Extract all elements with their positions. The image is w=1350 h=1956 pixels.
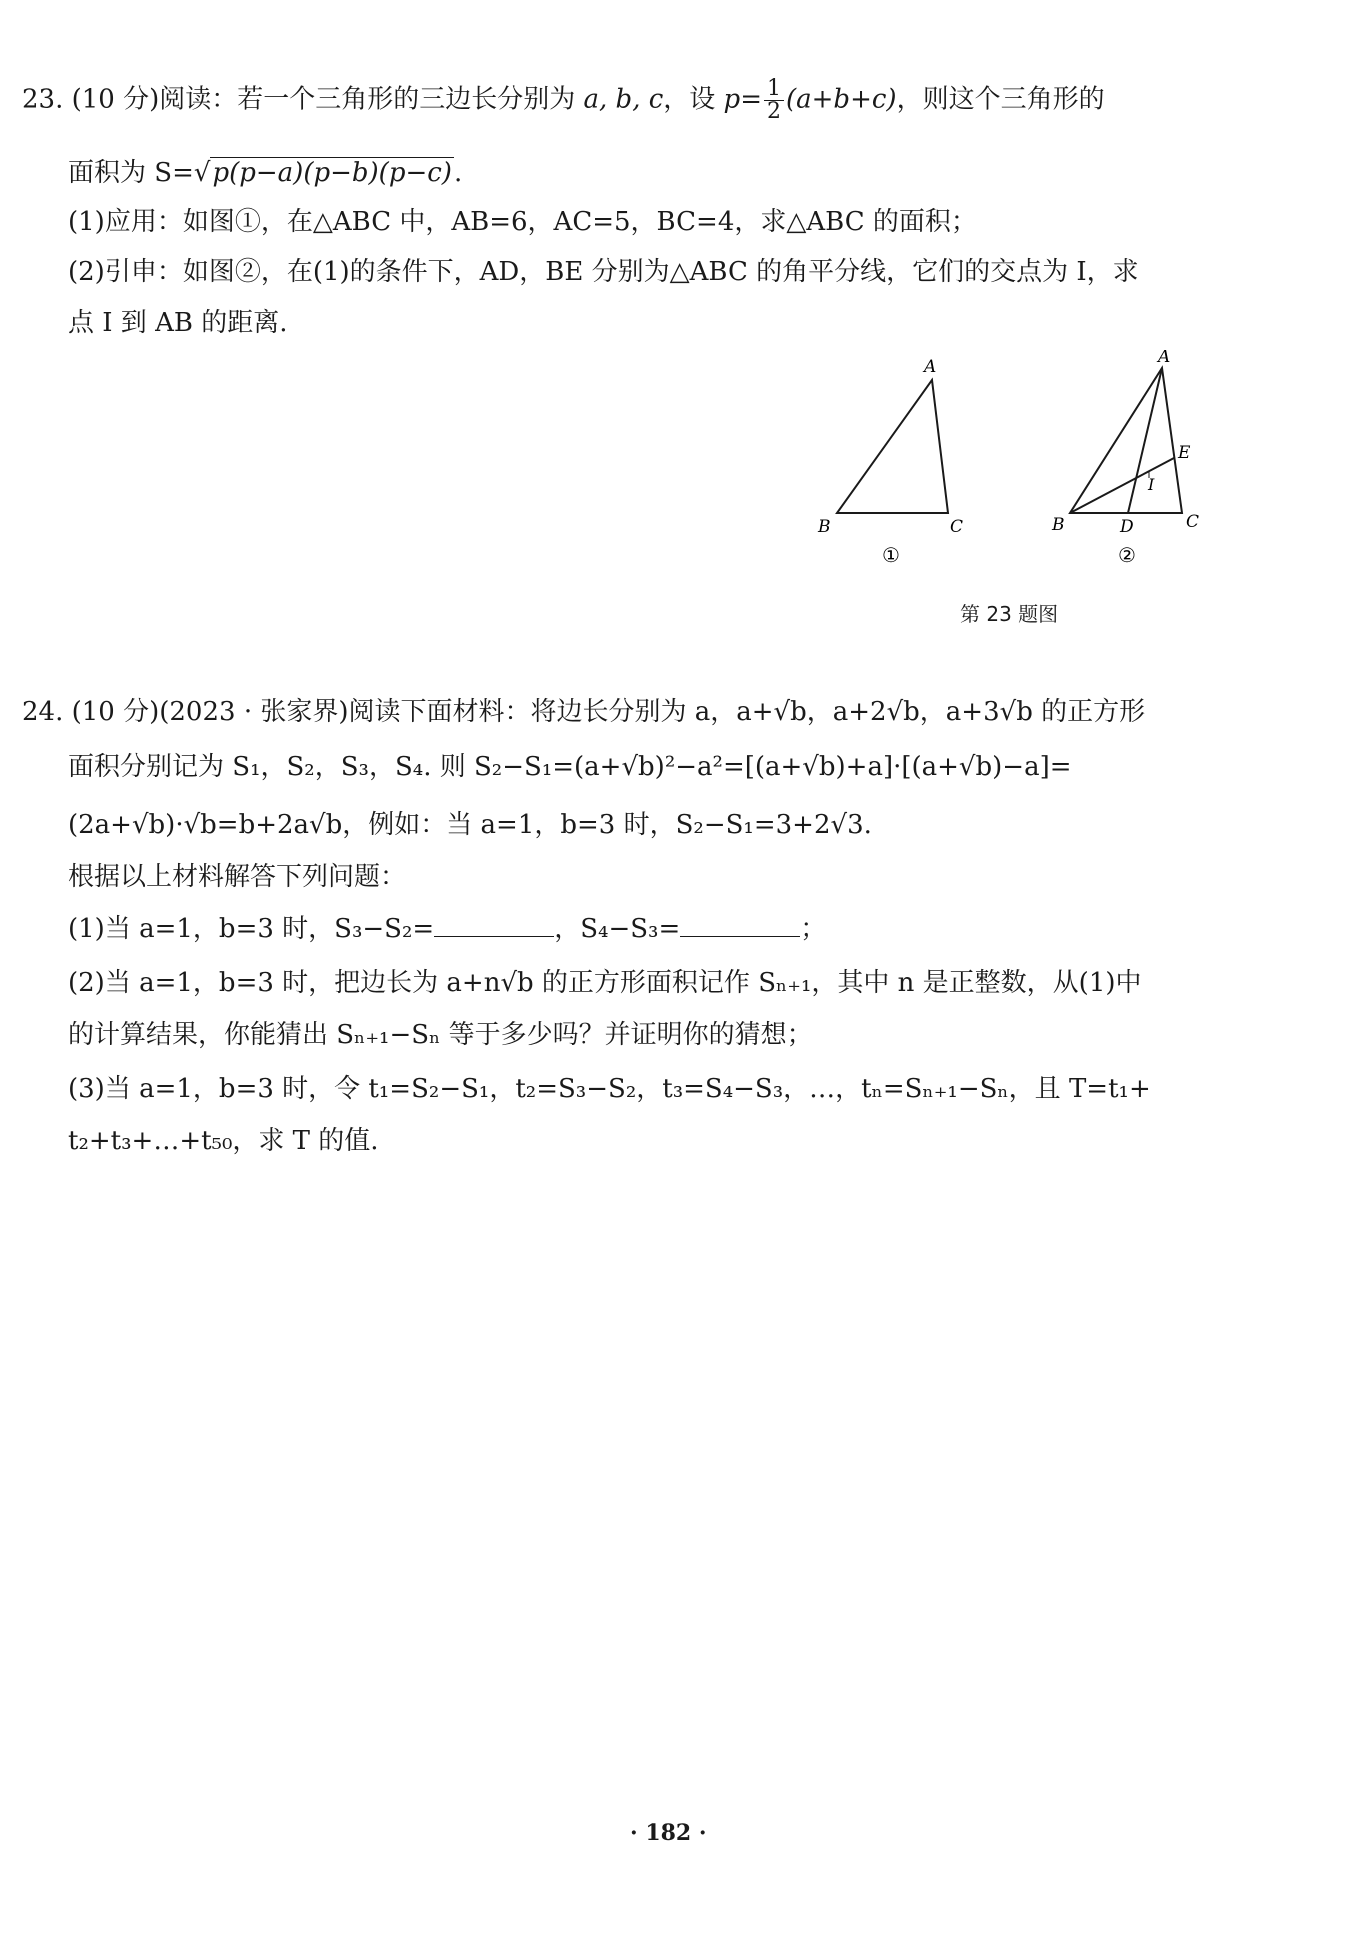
fig2-label-e: E: [1178, 443, 1191, 463]
q24-line1: 24. (10 分)(2023 · 张家界)阅读下面材料：将边长分别为 a，a+√b，a+2√b，a+3√b 的正方形: [22, 697, 1146, 727]
q23-figures: [800, 350, 1220, 580]
fig1-number: ①: [882, 543, 900, 567]
fig1-label-c: C: [950, 517, 964, 537]
bisector-ad: [1128, 368, 1162, 513]
q24-line3: (2a+√b)·√b=b+2a√b，例如：当 a=1，b=3 时，S₂−S₁=3+2√3.: [68, 810, 872, 840]
q24-part2-line1: (2)当 a=1，b=3 时，把边长为 a+n√b 的正方形面积记作 Sₙ₊₁，其中 n 是正整数，从(1)中: [68, 968, 1142, 998]
q24-part1-text-c: ；: [800, 914, 827, 944]
triangle-abc-fig1: [837, 380, 948, 513]
q23-vars: a, b, c: [583, 84, 664, 115]
fig2-label-c: C: [1186, 512, 1200, 532]
figure-caption: 第 23 题图: [960, 602, 1059, 626]
q23-heron-expression: p(p−a)(p−b)(p−c): [212, 158, 452, 188]
frac-numerator: 1: [764, 78, 784, 101]
fig1-label-a: A: [924, 357, 937, 377]
q23-part2-line1: (2)引申：如图②，在(1)的条件下，AD，BE 分别为△ABC 的角平分线，它们的交点为 I，求: [68, 257, 1139, 287]
q24-part2-line2: 的计算结果，你能猜出 Sₙ₊₁−Sₙ 等于多少吗？并证明你的猜想；: [68, 1020, 813, 1050]
fig2-label-i: I: [1148, 475, 1155, 494]
q23-eq: =: [740, 84, 762, 115]
triangle-abc-fig2: [1070, 368, 1182, 513]
q24-part1-text-b: ，S₄−S₃=: [554, 914, 681, 944]
fig1-label-b: B: [818, 517, 831, 537]
fig2-label-a: A: [1158, 350, 1171, 367]
q24-line4: 根据以上材料解答下列问题：: [68, 862, 407, 892]
fig2-number: ②: [1118, 543, 1136, 567]
q23-part2-line2: 点 I 到 AB 的距离.: [68, 308, 288, 338]
q23-line1: [22, 78, 1105, 123]
q23-intro-text: 23. (10 分)阅读：若一个三角形的三边长分别为: [22, 84, 584, 115]
bisector-be: [1070, 458, 1174, 513]
q23-p: p: [723, 84, 741, 115]
sqrt-symbol: √: [193, 158, 211, 188]
answer-blank-2[interactable]: [680, 914, 800, 937]
q23-part1: (1)应用：如图①，在△ABC 中，AB=6，AC=5，BC=4，求△ABC 的面积；: [68, 207, 977, 237]
q23-sum: (a+b+c): [786, 84, 897, 115]
q23-suffix-text: ，则这个三角形的: [896, 84, 1105, 115]
fig2-label-b: B: [1052, 515, 1065, 535]
q24-part1: [68, 912, 826, 946]
q24-part1-text-a: (1)当 a=1，b=3 时，S₃−S₂=: [68, 914, 435, 944]
q24-line2: 面积分别记为 S₁，S₂，S₃，S₄. 则 S₂−S₁=(a+√b)²−a²=[(a+√b)+a]·[(a+√b)−a]=: [68, 752, 1072, 782]
q23-mid-text: ，设: [663, 84, 724, 115]
frac-denominator: 2: [767, 99, 781, 124]
q24-part3-line1: (3)当 a=1，b=3 时，令 t₁=S₂−S₁，t₂=S₃−S₂，t₃=S₄−S₃，…，tₙ=Sₙ₊₁−Sₙ，且 T=t₁+: [68, 1074, 1151, 1104]
q23-period: .: [453, 158, 463, 188]
answer-blank-1[interactable]: [434, 914, 554, 937]
page-number: · 182 ·: [630, 1820, 707, 1846]
q24-part3-line2: t₂+t₃+…+t₅₀，求 T 的值.: [68, 1126, 379, 1156]
q23-area-prefix: 面积为 S=: [68, 158, 194, 188]
q23-half-fraction: [764, 78, 784, 123]
fig2-label-d: D: [1120, 517, 1134, 537]
q23-line2: [68, 156, 462, 190]
